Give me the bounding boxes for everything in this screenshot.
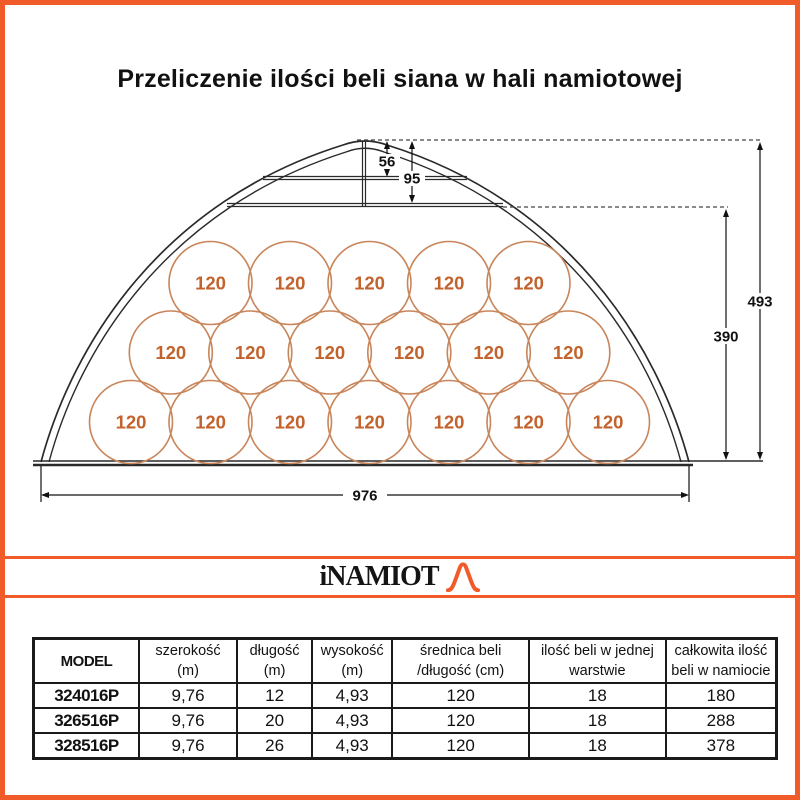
cell-width: 9,76: [139, 733, 237, 759]
header-unit: (m): [341, 663, 364, 679]
hay-bale-label: 120: [234, 342, 266, 363]
cell-height: 4,93: [312, 708, 392, 733]
hay-bale-label: 120: [552, 342, 584, 363]
hay-bale-labels: [116, 273, 624, 433]
header-bales-per-layer: [529, 639, 666, 684]
page-title: Przeliczenie ilości beli siana w hali namiotowej: [117, 65, 683, 93]
header-text: szerokość: [155, 642, 221, 659]
hay-bale-label: 120: [354, 411, 385, 433]
roof-frame: [227, 141, 503, 207]
header-width: [139, 639, 237, 684]
cell-bales-per-layer: 18: [529, 708, 666, 733]
dimension-label: 493: [747, 293, 773, 311]
hay-bale-label: 120: [314, 342, 346, 363]
header-text: długość: [249, 642, 300, 659]
spec-table: [32, 637, 778, 760]
table-row: [34, 708, 777, 733]
header-bale-diameter: [392, 639, 529, 684]
hay-bale-label: 120: [155, 342, 187, 363]
header-unit: /długość (cm): [417, 663, 505, 679]
dimension-label: 390: [713, 328, 739, 346]
hay-bale-label: 120: [195, 411, 226, 433]
dimension-label: 56: [378, 153, 396, 171]
header-total-bales: [666, 639, 777, 684]
cell-length: 20: [237, 708, 312, 733]
dimension-apex-to-first-purlin: [374, 141, 400, 177]
hay-bale-label: 120: [115, 411, 147, 433]
table-row: [34, 683, 777, 708]
brand-logo-text: iNAMIOT: [319, 561, 439, 592]
hay-bale-label: 120: [513, 272, 544, 294]
hay-bale-label: 120: [274, 411, 306, 433]
cell-length: 26: [237, 733, 312, 759]
hay-bale-label: 120: [433, 272, 465, 294]
dimension-base-width: [41, 466, 689, 505]
cell-total-bales: 288: [666, 708, 777, 733]
hay-bale-label: 120: [473, 342, 505, 363]
dimension-shoulder-height: [707, 209, 745, 460]
tent-icon: [445, 561, 481, 593]
cell-bale-diameter: 120: [392, 733, 529, 759]
cell-total-bales: 378: [666, 733, 777, 759]
header-text: całkowita ilość: [674, 642, 768, 659]
cell-bale-diameter: 120: [392, 683, 529, 708]
hay-bale-label: 120: [354, 272, 385, 294]
cell-width: 9,76: [139, 683, 237, 708]
dimension-ridge-height: [741, 142, 779, 460]
cell-total-bales: 180: [666, 683, 777, 708]
header-unit: warstwie: [569, 663, 626, 679]
cell-height: 4,93: [312, 733, 392, 759]
hay-bale-label: 120: [274, 272, 306, 294]
hay-bale-label: 120: [513, 411, 544, 433]
cell-width: 9,76: [139, 708, 237, 733]
cell-bales-per-layer: 18: [529, 683, 666, 708]
header-unit: (m): [263, 663, 286, 679]
header-text: ilość beli w jednej: [540, 642, 654, 659]
hay-bale-label: 120: [433, 411, 465, 433]
cell-model: 324016P: [34, 683, 140, 708]
hay-bale-label: 120: [592, 411, 624, 433]
header-unit: (m): [177, 663, 199, 679]
table-header-row: [34, 639, 777, 684]
brand-band: [5, 556, 795, 598]
dimension-label: 976: [352, 487, 378, 505]
header-text: średnica beli: [419, 642, 502, 659]
header-unit: beli w namiocie: [671, 663, 771, 679]
cell-model: 326516P: [34, 708, 140, 733]
header-text: MODEL: [60, 652, 113, 670]
header-model: [34, 639, 140, 684]
header-height: [312, 639, 392, 684]
cell-height: 4,93: [312, 683, 392, 708]
cell-bales-per-layer: 18: [529, 733, 666, 759]
hay-bale-label: 120: [393, 342, 425, 363]
cell-model: 328516P: [34, 733, 140, 759]
table-row: [34, 733, 777, 759]
hay-bale-label: 120: [195, 272, 226, 294]
header-text: wysokość: [320, 642, 384, 659]
cell-length: 12: [237, 683, 312, 708]
dimension-label: 95: [403, 170, 421, 188]
cell-bale-diameter: 120: [392, 708, 529, 733]
header-length: [237, 639, 312, 684]
